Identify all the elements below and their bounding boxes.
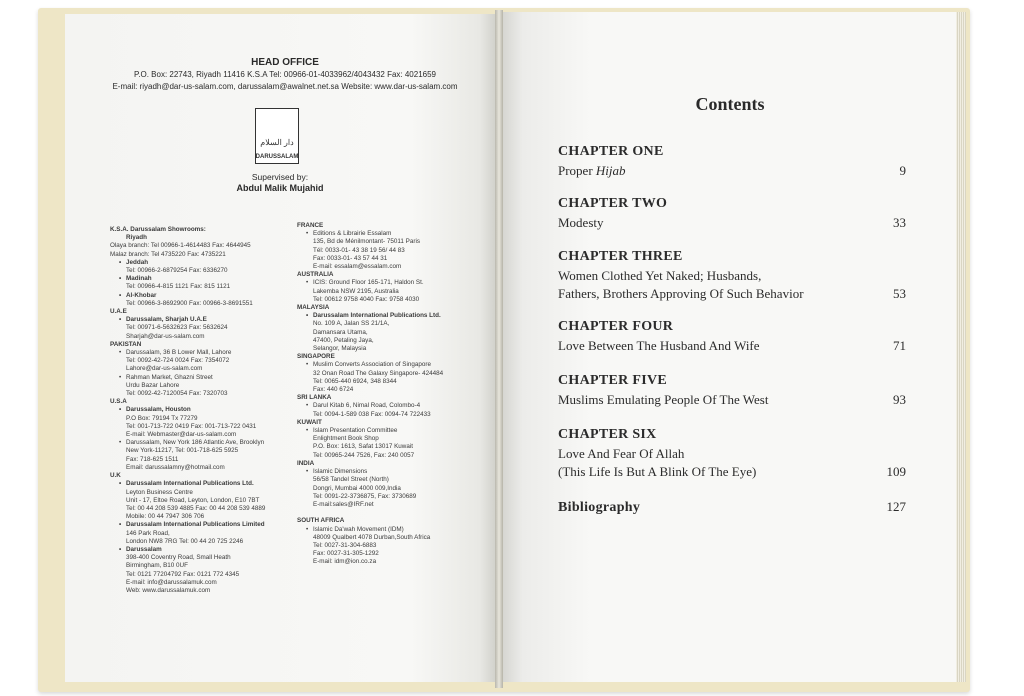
chapter-heading: CHAPTER ONE (558, 144, 664, 159)
address-line: 56/58 Tandel Street (North) (313, 476, 389, 484)
chapter-title-line (558, 267, 761, 284)
address-line: 32 Onan Road The Galaxy Singapore- 424484 (313, 369, 444, 377)
head-office-address: P.O. Box: 22743, Riyadh 11416 K.S.A Tel: 00966-01-4033962/4043432 Fax: 4021659 (133, 70, 436, 79)
address-line: • Islam Presentation Committee (297, 427, 477, 435)
address-line: Damansara Utama, (313, 328, 368, 336)
address-line: Unit - 17, Eltoe Road, Leyton, London, E10 7BT (126, 496, 260, 504)
address-line: Tel: 00966-3-8692900 Fax: 00966-3-8691551 (126, 299, 253, 307)
address-line: Leyton Business Centre (126, 488, 193, 496)
toc-entry (558, 427, 906, 480)
page-number: 33 (893, 215, 906, 230)
address-line: E-mail: info@darussalamuk.com (126, 578, 217, 586)
address-line: • Darussalam, Sharjah U.A.E (110, 316, 290, 324)
darussalam-logo (255, 108, 299, 164)
address-line: Tel: 00965-244 7526, Fax: 240 0057 (313, 451, 415, 459)
page-number: 93 (893, 392, 906, 407)
region-heading: KUWAIT (297, 418, 322, 426)
head-office-contact: E-mail: riyadh@dar-us-salam.com, darussalam@awalnet.net.sa Website: www.dar-us-salam.com (112, 82, 458, 91)
address-line: Tel: 0092-42-7120054 Fax: 7320703 (126, 390, 228, 398)
showroom-list-left (110, 226, 290, 595)
address-line: Tel: 00612 9758 4040 Fax: 9758 4030 (313, 295, 420, 303)
address-line: E-mail: essalam@essalam.com (313, 263, 402, 271)
address-line: • Islamic Da'wah Movement (IDM) (297, 526, 477, 534)
supervisor-name: Abdul Malik Mujahid (236, 183, 324, 193)
address-line: Fax: 440 6724 (313, 386, 354, 394)
address-line: Tel: 0121 77204792 Fax: 0121 772 4345 (126, 570, 240, 578)
chapter-title-line (558, 162, 626, 179)
address-line: Email: darussalamny@hotmail.com (126, 463, 225, 471)
address-line: Mobile: 00 44 7947 306 706 (126, 513, 205, 521)
chapter-title-line (558, 463, 756, 480)
address-line: Fax: 0033-01- 43 57 44 31 (313, 254, 388, 262)
address-line: No. 109 A, Jalan SS 21/1A, (313, 320, 390, 328)
address-line: Riyadh (126, 234, 147, 242)
address-line: Tel: 0094-1-589 038 Fax: 0094-74 722433 (313, 410, 431, 418)
chapter-title-text: Proper (558, 163, 596, 178)
address-line: Tel: 00966-2-6879254 Fax: 6336270 (126, 267, 228, 275)
page-number: 71 (893, 338, 906, 353)
address-line: P.O. Box: 1613, Safat 13017 Kuwait (313, 443, 414, 451)
chapter-title-text: Love Between The Husband And Wife (558, 338, 760, 353)
address-line: Fax: 718-625 1511 (126, 455, 179, 463)
head-office-title: HEAD OFFICE (251, 57, 319, 68)
address-line: Tel: 0091-22-3736875, Fax: 3730689 (313, 492, 417, 500)
address-line: Urdu Bazar Lahore (126, 381, 180, 389)
address-line: 398-400 Coventry Road, Small Heath (126, 554, 231, 562)
address-line: Malaz branch: Tel 4735220 Fax: 4735221 (110, 250, 226, 258)
address-line: Tel: 0092-42-724 0024 Fax: 7354072 (126, 357, 230, 365)
chapter-heading: CHAPTER FOUR (558, 319, 674, 334)
chapter-heading: CHAPTER FIVE (558, 373, 667, 388)
address-line: Lahore@dar-us-salam.com (126, 365, 203, 373)
address-line: London NW8 7RG Tel: 00 44 20 725 2246 (126, 537, 244, 545)
address-line: E-mail: Webmaster@dar-us-salam.com (126, 431, 237, 439)
address-line: Dongri, Mumbai 4000 009,India (313, 484, 401, 492)
toc-entry (558, 249, 906, 302)
chapter-title-text: Muslims Emulating People Of The West (558, 392, 769, 407)
address-line: • Islamic Dimensions (297, 468, 477, 476)
address-line: Enlightment Book Shop (313, 435, 379, 443)
address-line: Tel: 0027-31-304-6883 (313, 541, 377, 549)
supervised-label: Supervised by: (251, 172, 309, 182)
address-line: Tel: 00971-6-5632623 Fax: 5632624 (126, 324, 228, 332)
address-line: Sharjah@dar-us-salam.com (126, 332, 205, 340)
address-line: • Al-Khobar (110, 292, 290, 300)
address-line: Fax: 0027-31-305-1292 (313, 550, 379, 558)
region-heading: PAKISTAN (110, 340, 142, 348)
address-line: Selangor, Malaysia (313, 345, 367, 353)
address-line: P.O Box: 79194 Tx 77279 (126, 414, 198, 422)
address-line: Olaya branch: Tel 00966-1-4614483 Fax: 4644945 (110, 242, 251, 250)
address-line: New York-11217, Tel: 001-718-625 5925 (126, 447, 239, 455)
chapter-heading: CHAPTER SIX (558, 427, 657, 442)
region-heading: SRI LANKA (297, 394, 332, 402)
address-line: Tél: 0033-01- 43 38 19 56/ 44 83 (313, 246, 405, 254)
logo-glyph: دار السلام (260, 138, 294, 147)
address-line: Tel: 00966-4-815 1121 Fax: 815 1121 (126, 283, 231, 291)
region-heading: SINGAPORE (297, 353, 335, 361)
chapter-title-text: Women Clothed Yet Naked; Husbands, (558, 268, 762, 283)
region-heading: AUSTRALIA (297, 271, 334, 279)
address-line: E-mail: idm@ion.co.za (313, 558, 377, 566)
chapter-title-line (558, 214, 604, 231)
address-line: 146 Park Road, (126, 529, 170, 537)
page-number: 53 (893, 286, 906, 301)
address-line: E-mail:sales@IRF.net (313, 500, 374, 508)
address-line: Tel: 001-713-722 0419 Fax: 001-713-722 0431 (126, 422, 257, 430)
region-heading: K.S.A. Darussalam Showrooms: (110, 226, 206, 233)
address-line: 135, Bd de Ménilmontant- 75011 Paris (313, 238, 420, 246)
chapter-title-line (558, 445, 684, 462)
address-line: 48009 Qualbert 4078 Durban,South Africa (313, 533, 431, 541)
region-heading: SOUTH AFRICA (297, 517, 345, 525)
address-line: • Darussalam (110, 546, 290, 554)
showroom-list-right (297, 222, 477, 567)
address-line: • Darussalam, Houston (110, 406, 290, 414)
region-heading: MALAYSIA (297, 304, 330, 312)
contents-title: Contents (695, 94, 765, 114)
address-line: • Darussalam International Publications Limited (110, 521, 290, 529)
address-line: • Muslim Converts Association of Singapore (297, 361, 477, 369)
page-edges (956, 12, 966, 682)
chapter-title-line (558, 285, 804, 302)
chapter-title-text: Fathers, Brothers Approving Of Such Behavior (558, 286, 804, 301)
chapter-title-line (558, 337, 760, 354)
region-heading: U.S.A (110, 398, 127, 406)
chapter-title-italic: Hijab (595, 163, 626, 178)
region-heading: U.K (110, 472, 121, 480)
chapter-heading: CHAPTER THREE (558, 249, 683, 264)
toc-entry (558, 498, 906, 516)
address-line: • Rahman Market, Ghazni Street (110, 374, 290, 382)
chapter-heading: CHAPTER TWO (558, 196, 668, 211)
address-line: • Darul Kitab 6, Nimal Road, Colombo-4 (297, 402, 477, 410)
toc-entry (558, 196, 906, 231)
chapter-title-text: Modesty (558, 215, 604, 230)
address-line: • Darussalam International Publications Ltd. (110, 480, 290, 488)
address-line: • Madinah (110, 275, 290, 283)
page-number: 9 (899, 163, 906, 178)
address-line: Lakemba NSW 2195, Australia (313, 287, 399, 295)
address-line: • Jeddah (110, 259, 290, 267)
address-line: • Darussalam, New York 186 Atlantic Ave, Brooklyn (110, 439, 290, 447)
address-line: • Darussalam, 36 B Lower Mall, Lahore (110, 349, 290, 357)
page-number: 109 (886, 464, 906, 479)
region-heading: INDIA (297, 459, 315, 467)
address-line: Tel: 00 44 208 539 4885 Fax: 00 44 208 539 4889 (126, 504, 266, 512)
logo-label: DARUSSALAM (255, 154, 299, 160)
chapter-heading: Bibliography (558, 500, 641, 515)
book-spine (495, 10, 503, 688)
address-line: • Darussalam International Publications Ltd. (297, 312, 477, 320)
page-number: 127 (886, 499, 906, 514)
region-heading: FRANCE (297, 222, 324, 229)
toc-entry (558, 373, 906, 408)
address-line: • Editions & Librairie Essalam (297, 230, 477, 238)
address-line: 47400, Petaling Jaya, (313, 336, 374, 344)
chapter-title-line (558, 391, 768, 408)
address-line: Tel: 0065-440 6924, 348 8344 (313, 377, 397, 385)
toc-entry (558, 319, 906, 354)
address-line: Birmingham, B10 0UF (126, 562, 188, 570)
region-heading: U.A.E (110, 308, 127, 316)
chapter-title-text: Love And Fear Of Allah (558, 446, 685, 461)
address-line: Web: www.darussalamuk.com (126, 586, 211, 594)
address-line: • ICIS: Ground Floor 165-171, Haldon St. (297, 279, 477, 287)
chapter-title-text: (This Life Is But A Blink Of The Eye) (558, 464, 757, 479)
toc-entry (558, 144, 906, 179)
address-line (297, 509, 477, 517)
